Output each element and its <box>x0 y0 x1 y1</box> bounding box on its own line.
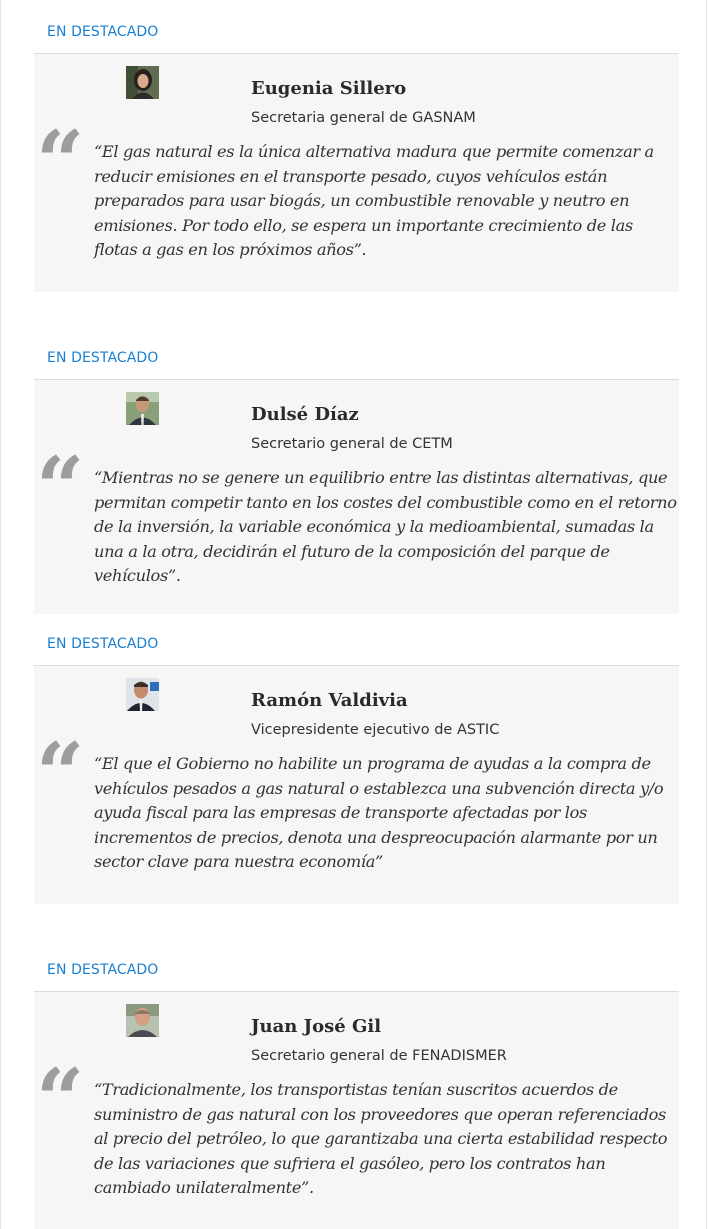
person-role: Secretario general de FENADISMER <box>251 1048 507 1064</box>
quote-text: “El que el Gobierno no habilite un programa de ayudas a la compra de vehículos pesados a gas natural o establezca una subvención directa y/o ayuda fiscal para las empresas de transporte afectadas por los incrementos de precios, denota una despreocupación alarmante por un sector clave para nuestra economía” <box>94 754 664 871</box>
quote-text: “Tradicionalmente, los transportistas tenían suscritos acuerdos de suministro de gas natural con los proveedores que operan referenciados al precio del petróleo, lo que garantizaba una cierta estabilidad respecto de las variaciones que sufriera el gasóleo, pero los contratos han cambiado unilateralmente”. <box>94 1080 668 1197</box>
person-name: Ramón Valdivia <box>251 690 408 711</box>
quote-card <box>34 53 679 292</box>
featured-quote-section <box>34 24 679 292</box>
section-tag[interactable]: EN DESTACADO <box>47 962 159 978</box>
quote-mark-icon: “ <box>36 438 85 537</box>
quote-text: “Mientras no se genere un equilibrio entre las distintas alternativas, que permitan competir tanto en los costes del combustible como en el retorno de la inversión, la variable económica y la medioambiental, sumadas la una a la otra, decidirán el futuro de la composición del parque de vehículos”. <box>94 468 677 585</box>
person-name: Eugenia Sillero <box>251 78 407 99</box>
person-role: Secretaria general de GASNAM <box>251 110 476 126</box>
quote-mark-icon: “ <box>36 724 85 823</box>
avatar <box>126 678 159 711</box>
quote-mark-icon: “ <box>36 1050 85 1149</box>
avatar <box>126 392 159 425</box>
avatar <box>126 1004 159 1037</box>
section-tag[interactable]: EN DESTACADO <box>47 350 159 366</box>
quote-card <box>34 665 679 904</box>
person-role: Secretario general de CETM <box>251 436 453 452</box>
person-name: Dulsé Díaz <box>251 404 359 425</box>
person-name: Juan José Gil <box>251 1016 382 1037</box>
person-role: Vicepresidente ejecutivo de ASTIC <box>251 722 500 738</box>
quote-card <box>34 991 679 1229</box>
featured-quote-section <box>34 350 679 614</box>
quote-card <box>34 379 679 614</box>
featured-quote-section <box>34 962 679 1229</box>
avatar <box>126 66 159 99</box>
quote-text: “El gas natural es la única alternativa madura que permite comenzar a reducir emisiones en el transporte pesado, cuyos vehículos están preparados para usar biogás, un combustible renovable y neutro en emisiones. Por todo ello, se espera un importante crecimiento de las flotas a gas en los próximos años”. <box>94 142 654 259</box>
section-tag[interactable]: EN DESTACADO <box>47 24 159 40</box>
featured-quote-section <box>34 636 679 904</box>
quote-mark-icon: “ <box>36 112 85 211</box>
section-tag[interactable]: EN DESTACADO <box>47 636 159 652</box>
